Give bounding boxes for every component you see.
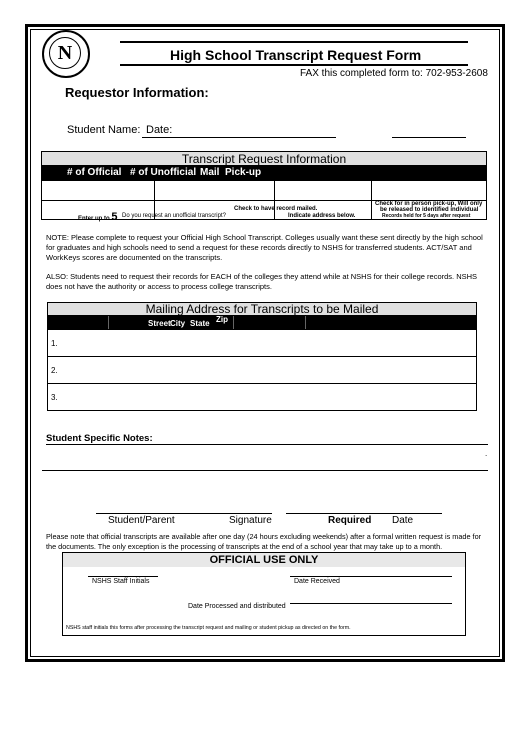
signature-date-line[interactable] xyxy=(286,513,442,514)
mailing-column-bar xyxy=(47,316,477,329)
address-row-2[interactable] xyxy=(47,356,477,384)
student-notes-heading: Student Specific Notes: xyxy=(46,433,153,444)
availability-note: Please note that official transcripts are available after one day (24 hours excluding weekends) after a formal written request is made for the documents. The only exception is the processing of transcripts at the end of a school year that may take up to a month. xyxy=(46,532,482,551)
date-processed-label: Date Processed and distributed xyxy=(188,603,286,610)
student-name-field[interactable] xyxy=(142,137,336,138)
date-field[interactable] xyxy=(392,137,466,138)
signature-label: Signature xyxy=(229,515,272,526)
notes-row-divider-3 xyxy=(371,200,372,220)
official-use-heading: OFFICIAL USE ONLY xyxy=(63,553,465,567)
col-official: # of Official xyxy=(67,167,122,178)
note-paragraph: NOTE: Please complete to request your Official High School Transcript. Colleges usually want these sent directly by the high school for graduates and high schools need to send a request for these records directly to NSHS for transferred students. ACT/SAT and WorkKeys scores are documented on the transcripts. xyxy=(46,233,483,262)
pickup-note-3: Records held for 5 days after request xyxy=(382,213,471,219)
mail-col-zip: Zip xyxy=(216,315,228,324)
requestor-heading: Requestor Information: xyxy=(65,85,209,100)
date-received-line[interactable] xyxy=(290,576,452,577)
address-row-2-label: 2. xyxy=(51,366,58,375)
school-seal-letter: N xyxy=(49,37,81,69)
address-row-3-label: 3. xyxy=(51,393,58,402)
student-notes-line-1[interactable] xyxy=(46,444,488,445)
address-row-3[interactable] xyxy=(47,383,477,411)
pickup-note-2: be released to identified individual xyxy=(380,207,479,213)
pickup-checkbox-cell[interactable] xyxy=(371,180,487,201)
mail-col-street: Street xyxy=(148,319,171,328)
staff-initials-label: NSHS Staff Initials xyxy=(92,578,150,585)
col-mail: Mail xyxy=(200,167,220,178)
address-row-1-label: 1. xyxy=(51,339,58,348)
unofficial-cell[interactable] xyxy=(154,180,275,201)
official-note xyxy=(78,211,117,223)
official-note-number: 5 xyxy=(111,211,118,223)
staff-initials-line[interactable] xyxy=(88,576,158,577)
unofficial-note: Do you request an unofficial transcript? xyxy=(122,213,226,219)
pickup-note-1: Check for in person pick-up, Will only xyxy=(375,201,483,207)
address-row-1[interactable] xyxy=(47,329,477,357)
mail-note-1: Check to have record mailed. xyxy=(234,206,318,212)
official-note-prefix: Enter up to xyxy=(78,216,110,222)
also-paragraph: ALSO: Students need to request their records for EACH of the colleges they attend while at NSHS for their college records. NSHS does not have the authority or access to process college transcripts. xyxy=(46,272,478,291)
fax-note: FAX this completed form to: 702-953-2608 xyxy=(300,68,488,79)
date-received-label: Date Received xyxy=(294,578,340,585)
mail-divider-3 xyxy=(305,316,306,329)
col-unofficial: # of Unofficial xyxy=(130,167,197,178)
required-label: Required xyxy=(328,515,372,526)
title-rule-bottom xyxy=(120,64,468,66)
date-processed-line[interactable] xyxy=(290,603,452,604)
official-count-cell[interactable] xyxy=(41,180,155,201)
student-notes-line-2[interactable] xyxy=(42,470,488,471)
student-parent-label: Student/Parent xyxy=(108,515,175,526)
col-pickup: Pick-up xyxy=(225,167,262,178)
mail-col-state: State xyxy=(190,319,210,328)
title-rule-top xyxy=(120,41,468,43)
student-name-label: Student Name: xyxy=(67,124,141,136)
date-label: Date: xyxy=(146,124,173,136)
signature-date-label: Date xyxy=(392,515,414,526)
form-title: High School Transcript Request Form xyxy=(170,47,422,63)
official-use-footer: NSHS staff initials this forms after processing the transcript request and mailing or student pickup as directed on the form. xyxy=(66,625,351,631)
mail-checkbox-cell[interactable] xyxy=(274,180,372,201)
mail-divider-2 xyxy=(233,316,234,329)
mail-col-city: City xyxy=(170,319,186,328)
mail-divider-1 xyxy=(108,316,109,329)
mail-note-2: Indicate address below. xyxy=(288,213,356,219)
mailing-table-heading: Mailing Address for Transcripts to be Mailed xyxy=(47,302,477,316)
student-parent-signature-line[interactable] xyxy=(96,513,272,514)
student-notes-dot: . xyxy=(485,449,488,458)
transcript-table-heading: Transcript Request Information xyxy=(41,151,487,166)
